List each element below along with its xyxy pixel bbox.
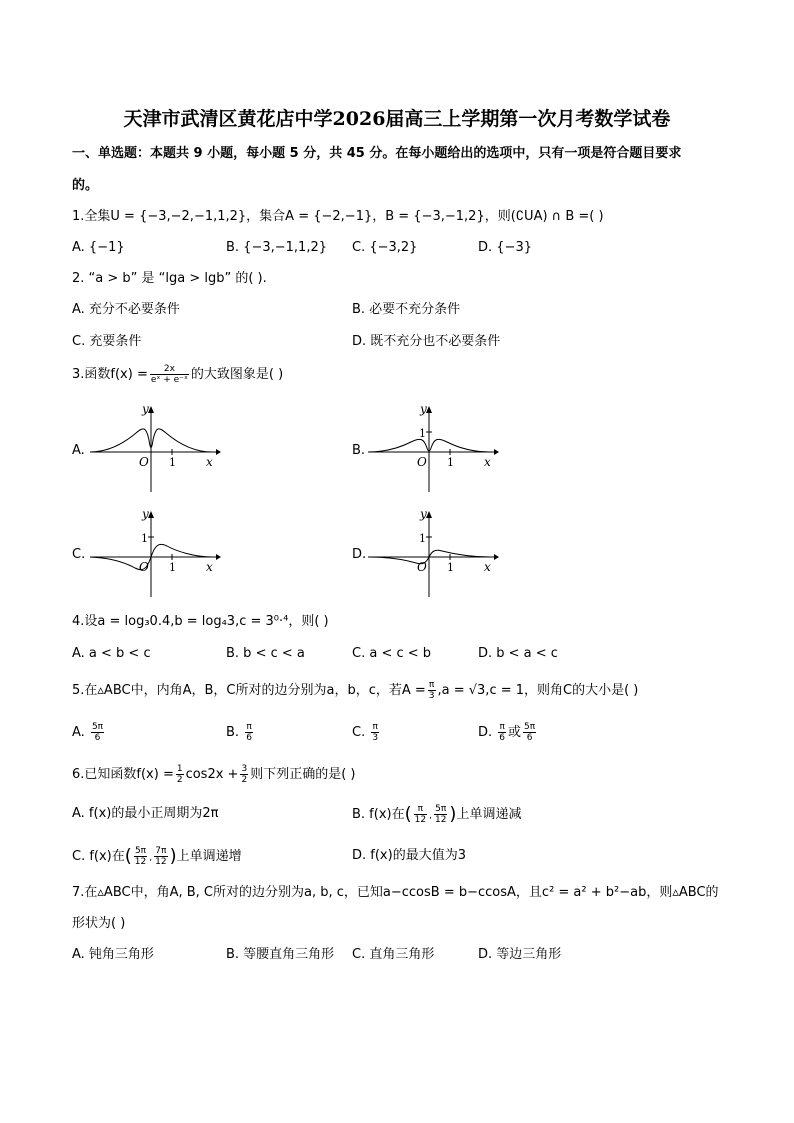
q5-angle-den: 3	[428, 691, 435, 701]
q3-option-c-label: C.	[72, 547, 86, 562]
q5-c-den: 3	[372, 733, 379, 743]
graph-c	[88, 505, 223, 601]
question-7-stem: 7.在▵ABC中，角A, B, C所对的边分别为a, b, c，已知a−ccosB = b−ccosA，且c² = a² + b²−ab，则▵ABC的	[72, 885, 719, 900]
question-7-stem-cont: 形状为( )	[72, 916, 126, 931]
graph-a-one-label: 1	[169, 456, 176, 469]
q4-option-a: A. a < b < c	[72, 646, 151, 661]
graph-b	[366, 400, 501, 496]
q6-stem-mid: cos2x +	[185, 767, 239, 782]
q6-option-c: C. f(x)在( $\frac{5\pi}{12}$ , $\frac{7\pi}{12}$ )上单调递增	[72, 845, 242, 867]
q5-option-d-fraction-1	[498, 722, 506, 743]
graph-a-origin-label: O	[139, 455, 149, 469]
q3-numerator: 2x	[150, 364, 189, 375]
q6-fraction-1	[176, 764, 184, 785]
graph-d	[366, 505, 501, 601]
q3-option-a-label: A.	[72, 443, 85, 458]
q7-option-b: B. 等腰直角三角形	[226, 947, 335, 962]
graph-b-origin-label: O	[417, 455, 427, 469]
q6-fraction-2	[240, 764, 248, 785]
graph-a-x-label: x	[206, 455, 213, 469]
q6-option-a: A. f(x)的最小正周期为2π	[72, 806, 219, 821]
graph-c-y-label: y	[142, 507, 149, 521]
q1-option-a: A. {−1}	[72, 240, 125, 255]
q1-option-c: C. {−3,2}	[352, 240, 418, 255]
q3-option-b-label: B.	[352, 443, 366, 458]
q6-option-c-post: 上单调递增	[176, 849, 242, 864]
section-heading: 一、单选题：本题共 9 小题，每小题 5 分，共 45 分。在每小题给出的选项中，只有一项是符合题目要求	[72, 146, 682, 161]
q7-option-a: A. 钝角三角形	[72, 947, 154, 962]
q6-b-end-den: 12	[434, 815, 447, 825]
q5-option-a-fraction	[91, 722, 104, 743]
q5-option-d-or: 或	[508, 725, 522, 740]
q1-option-d: D. {−3}	[478, 240, 532, 255]
q6-option-b: B. f(x)在( $\frac{\pi}{12}$ , $\frac{5\pi}{12}$ )上单调递减	[352, 803, 522, 825]
q5-stem-post: ,a = √3,c = 1，则角C的大小是( )	[437, 683, 639, 698]
q3-option-d-label: D.	[352, 547, 367, 562]
graph-c-y-one-label: 1	[141, 532, 148, 545]
graph-b-y-label: y	[420, 402, 427, 416]
q5-b-num: π	[246, 722, 252, 732]
q4-option-c: C. a < c < b	[352, 646, 432, 661]
q6-option-b-post: 上单调递减	[456, 807, 522, 822]
page-title: 天津市武清区黄花店中学2026届高三上学期第一次月考数学试卷	[123, 108, 671, 130]
graph-a	[88, 400, 223, 496]
q6-c-end-den: 12	[155, 857, 167, 867]
q5-option-d	[478, 722, 538, 743]
q5-option-a	[72, 722, 106, 743]
graph-b-x-label: x	[484, 455, 491, 469]
q2-option-b: B. 必要不充分条件	[352, 302, 461, 317]
graph-b-one-label: 1	[447, 456, 454, 469]
graph-d-y-one-label: 1	[419, 532, 426, 545]
q7-option-c: C. 直角三角形	[352, 947, 435, 962]
question-2-stem: 2. “a > b” 是 “lga > lgb” 的( ).	[72, 271, 267, 286]
q6-stem-pre: 6.已知函数f(x) =	[72, 767, 174, 782]
q6-b-interval-start	[414, 804, 427, 825]
q6-option-c-pre: C. f(x)在	[72, 849, 125, 864]
q1-option-b: B. {−3,−1,1,2}	[226, 240, 327, 255]
q5-option-b-label: B.	[226, 725, 240, 740]
q5-option-c-label: C.	[352, 725, 366, 740]
q5-option-d-fraction-2	[523, 722, 536, 743]
q5-d1-den: 6	[499, 733, 506, 743]
q6-c-start-num: 5π	[134, 846, 147, 856]
q6-c-interval-end	[154, 846, 167, 867]
q4-option-b: B. b < c < a	[226, 646, 305, 661]
q5-c-num: π	[372, 722, 378, 732]
graph-d-one-label: 1	[447, 561, 454, 574]
q7-option-d: D. 等边三角形	[478, 947, 562, 962]
graph-d-y-label: y	[420, 507, 427, 521]
q5-d2-num: 5π	[524, 722, 536, 732]
q2-option-c: C. 充要条件	[72, 334, 142, 349]
q6-f1-num: 1	[176, 764, 183, 774]
q6-c-start-den: 12	[134, 857, 147, 867]
q5-option-c	[352, 722, 381, 743]
graph-b-y-one-label: 1	[419, 427, 426, 440]
q5-a-den: 6	[94, 733, 101, 743]
q5-option-c-fraction	[371, 722, 379, 743]
q6-f1-den: 2	[176, 775, 183, 785]
q5-option-b	[226, 722, 255, 743]
q3-stem-post: 的大致图象是( )	[190, 367, 284, 382]
graph-c-x-label: x	[206, 560, 213, 574]
question-1-stem: 1.全集U = {−3,−2,−1,1,2}，集合A = {−2,−1}，B = {−3,−1,2}，则(∁UA) ∩ B =( )	[72, 209, 604, 224]
q3-denominator: eˣ + e⁻ˣ	[150, 375, 188, 385]
q2-option-a: A. 充分不必要条件	[72, 302, 180, 317]
q5-option-a-label: A.	[72, 725, 85, 740]
q5-b-den: 6	[246, 733, 252, 743]
graph-c-origin-label: O	[139, 560, 149, 574]
q5-d1-num: π	[499, 722, 505, 732]
q6-c-end-num: 7π	[155, 846, 167, 856]
graph-d-x-label: x	[484, 560, 491, 574]
graph-d-origin-label: O	[417, 560, 427, 574]
q6-option-b-pre: B. f(x)在	[352, 807, 405, 822]
question-4-stem: 4.设a = log₃0.4,b = log₄3,c = 3⁰·⁴，则( )	[72, 614, 329, 629]
q2-option-d: D. 既不充分也不必要条件	[352, 334, 501, 349]
q5-angle-fraction	[428, 680, 436, 701]
q6-f2-num: 3	[241, 764, 248, 774]
q5-stem-pre: 5.在▵ABC中，内角A，B，C所对的边分别为a，b，c，若A =	[72, 683, 426, 698]
question-5-stem	[72, 680, 638, 701]
q5-option-d-label: D.	[478, 725, 493, 740]
section-heading-cont: 的。	[72, 178, 99, 193]
q6-stem-post: 则下列正确的是( )	[250, 767, 356, 782]
graph-c-one-label: 1	[169, 561, 176, 574]
q6-option-d: D. f(x)的最大值为3	[352, 848, 466, 863]
q6-b-start-den: 12	[414, 815, 427, 825]
question-6-stem	[72, 764, 355, 785]
q6-b-start-num: π	[414, 804, 427, 815]
q6-c-interval-start	[134, 846, 147, 867]
question-3-stem	[72, 364, 283, 385]
q3-function-fraction	[150, 364, 189, 385]
q5-angle-num: π	[428, 680, 435, 690]
graph-a-y-label: y	[142, 402, 149, 416]
q6-b-end-num: 5π	[435, 804, 447, 814]
q5-a-num: 5π	[91, 722, 104, 732]
q5-d2-den: 6	[526, 733, 533, 743]
q5-option-b-fraction	[245, 722, 253, 743]
q4-option-d: D. b < a < c	[478, 646, 558, 661]
q6-b-interval-end	[434, 804, 447, 825]
q6-f2-den: 2	[241, 775, 248, 785]
q3-stem-pre: 3.函数f(x) =	[72, 367, 148, 382]
